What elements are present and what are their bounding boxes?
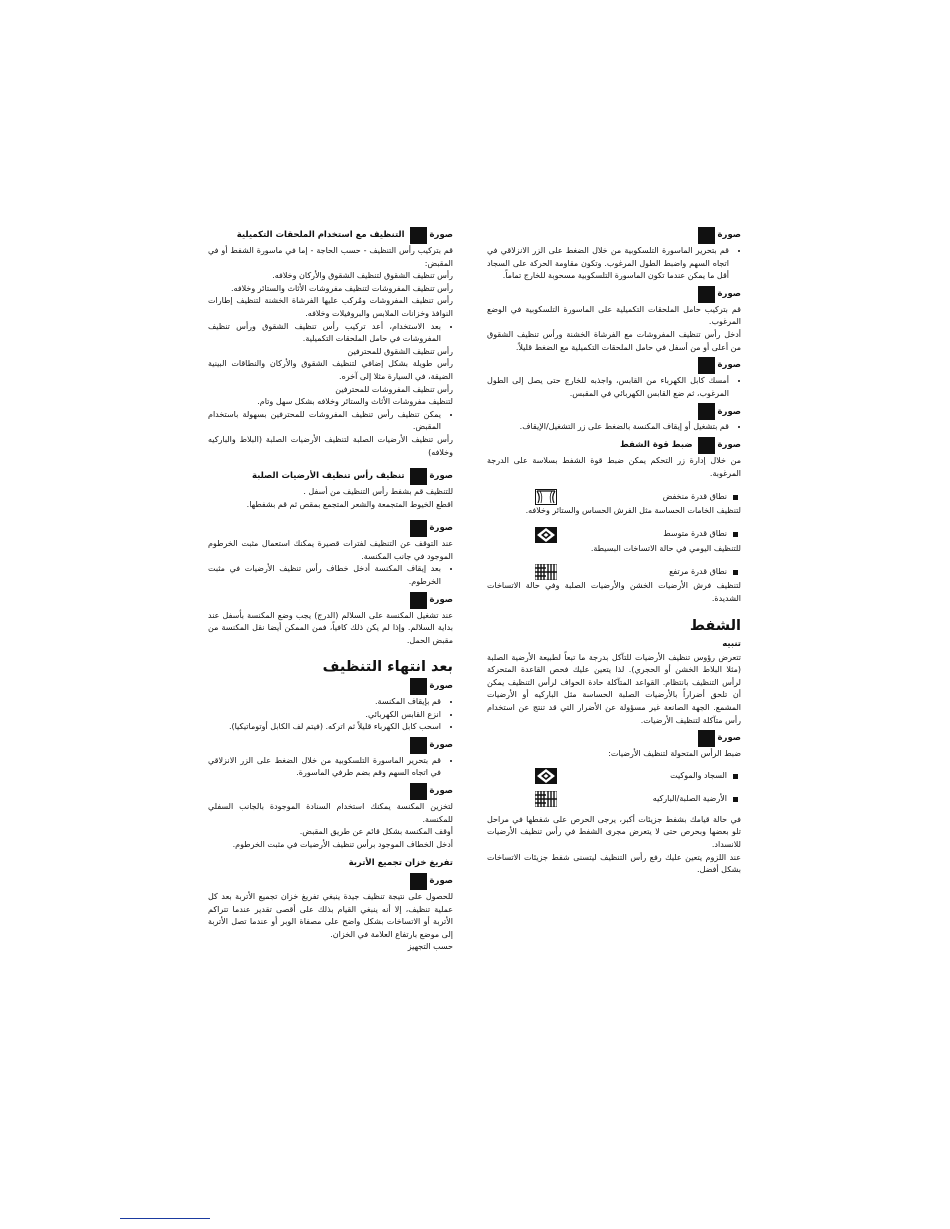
paragraph: اقطع الخيوط المتجمعة والشعر المتجمع بمقص ثم قم بشفطها. <box>246 499 453 509</box>
bullet-list <box>487 245 741 283</box>
paragraph: للتنظيف اليومي في حالة الاتساخات البسيطة. <box>590 543 741 553</box>
list-item: • قم بتحرير الماسورة التلسكوبية من خلال الضغط على الزر الانزلاقي في اتجاه السهم واضبط الطول المرغوب. وتكون مقاومة الحركة على السجاد أقل ما يمكن عندما تكون الماسورة التلسكوبية مسحوبة للخارج تماماً. <box>487 245 729 283</box>
paragraph: عند اللزوم يتعين عليك رفع رأس التنظيف ليتسنى شفط جزيئات الاتساخات بشكل أفضل. <box>487 852 741 875</box>
figure-label: صورة <box>208 873 453 890</box>
bullet-list <box>208 409 453 434</box>
figure-number-box <box>410 873 427 890</box>
figure-label: صورة <box>208 737 453 754</box>
figure-number-box <box>698 437 715 454</box>
figure-number-box <box>698 730 715 747</box>
paragraph: لتنظيف مفروشات الأثاث والستائر وخلافه بشكل سهل وتام. <box>257 397 453 407</box>
mode-label: نطاق قدرة مرتفع <box>669 566 741 579</box>
surface-hard-floor <box>487 791 741 807</box>
list-item: • يمكن تنظيف رأس تنظيف المفروشات للمحترفين بسهولة باستخدام المقبض. <box>208 409 441 434</box>
figure-label: صورة <box>208 783 453 800</box>
figure-caption: التنظيف مع استخدام الملحقات التكميلية <box>236 230 405 241</box>
paragraph: رأس تنظيف الشقوق للمحترفين <box>347 346 453 356</box>
paragraph: لتنظيف الخامات الحساسة مثل الفرش الحساس والستائر وخلافه. <box>525 506 741 516</box>
footnote: حسب التجهيز <box>407 942 453 952</box>
carpet-pattern-icon <box>535 768 557 784</box>
figure-label: صورة <box>208 678 453 695</box>
curtain-icon <box>535 489 557 505</box>
bullet-list <box>208 563 453 588</box>
list-item: • بعد الاستخدام، أعد تركيب رأس تنظيف الشقوق ورأس تنظيف المفروشات في حامل الملحقات التكميلية. <box>208 321 441 346</box>
figure-label: صورة <box>487 403 741 420</box>
paragraph: في حالة قيامك بشفط جزيئات أكبر، يرجى الحرص على شفطها في مراحل تلو بعضها وبحرص حتى لا يتعرض مجرى الشفط في رأس تنظيف الأرضيات للانسداد. <box>487 814 741 850</box>
figure-caption: تنظيف رأس تنظيف الأرضيات الصلبة <box>251 471 405 482</box>
power-mode-low <box>487 489 741 505</box>
footnote-rule <box>120 1218 210 1219</box>
figure-number-box <box>410 468 427 485</box>
paragraph: تتعرض رؤوس تنظيف الأرضيات للتآكل بدرجة ما تبعاً لطبيعة الأرضية الصلبة (مثلا البلاط الخشن أو الحجري). لذا يتعين عليك فحص القاعدة المتحركة لرأس التنظيف بانتظام. القواعد المتآكلة حادة الحواف لرأس التنظيف يمكن أن تلحق أضراراً بالأرضيات الصلبة الحساسة مثل الباركيه أو الأرضيات المشمع. الجهة الصانعة غير مسؤولة عن الأضرار التي قد تنتج عن استخدام رأس متآكلة لتنظيف الأرضيات. <box>487 652 741 725</box>
paragraph: أدخل الخطاف الموجود برأس تنظيف الأرضيات في مثبت الخرطوم. <box>232 839 453 849</box>
paragraph: لتخزين المكنسة يمكنك استخدام السنادة الموجودة بالجانب السفلي للمكنسة. <box>208 802 453 824</box>
paragraph: رأس تنظيف المفروشات ومُركب عليها الفرشاة الخشنة لتنظيف إطارات النوافذ وخزانات الملابس والبروفيلات وخلافه. <box>208 296 453 318</box>
figure-label: صورة <box>208 520 453 537</box>
list-item: • انزع القابس الكهربائي. <box>208 709 441 722</box>
figure-number-box <box>410 520 427 537</box>
power-mode-high <box>487 564 741 580</box>
list-item: • أمسك كابل الكهرباء من القابس، واجذبه للخارج حتى يصل إلى الطول المرغوب، ثم ضع القابس الكهربائي في المقبس. <box>487 375 729 400</box>
figure-number-box <box>410 678 427 695</box>
bullet-list <box>208 755 453 780</box>
figure-label: صورة التنظيف مع استخدام الملحقات التكميلية <box>208 227 453 244</box>
paragraph: رأس تنظيف المفروشات للمحترفين <box>335 384 453 394</box>
figure-label: صورة <box>487 286 741 303</box>
paragraph: لتنظيف فرش الأرضيات الخشن والأرضيات الصلبة وفي حالة الاتساخات الشديدة. <box>487 581 741 603</box>
figure-number-box <box>410 783 427 800</box>
paragraph: أدخل رأس تنظيف المفروشات مع الفرشاة الخشنة ورأس تنظيف الشقوق من أعلى أو من أسفل في حامل الملحقات التكميلية مع الضغط قليلاً. <box>487 329 741 352</box>
list-item: • بعد إيقاف المكنسة أدخل خطاف رأس تنظيف الأرضيات في مثبت الخرطوم. <box>208 563 441 588</box>
figure-label: صورة ضبط قوة الشفط <box>487 437 741 454</box>
surface-carpet <box>487 768 741 784</box>
surface-label: الأرضية الصلبة/الباركيه <box>653 793 741 806</box>
figure-number-box <box>410 592 427 609</box>
paragraph: عند تشغيل المكنسة على السلالم (الدرج) يجب وضع المكنسة بأسفل عند بداية السلالم. وإذا لم يكن ذلك كافياً، فمن الممكن أيضا نقل المكنسة من مقبض الحمل. <box>208 610 453 645</box>
right-column <box>487 224 741 877</box>
bullet-list <box>208 696 453 734</box>
list-item: • قم بتشغيل أو إيقاف المكنسة بالضغط على زر التشغيل/الإيقاف. <box>487 421 729 434</box>
figure-label: صورة تنظيف رأس تنظيف الأرضيات الصلبة <box>208 468 453 485</box>
section-heading: بعد انتهاء التنظيف <box>322 659 453 676</box>
figure-number-box <box>698 357 715 374</box>
figure-number-box <box>410 227 427 244</box>
paragraph: رأس تنظيف المفروشات لتنظيف مفروشات الأثاث والستائر وخلافه. <box>230 283 453 293</box>
carpet-pattern-icon <box>535 527 557 543</box>
bullet-list <box>487 375 741 400</box>
paragraph: عند التوقف عن التنظيف لفترات قصيرة يمكنك استعمال مثبت الخرطوم الموجود في جانب المكنسة. <box>208 539 453 561</box>
paragraph: رأس تنظيف الشقوق لتنظيف الشقوق والأركان وخلافه. <box>272 271 453 281</box>
list-item: • قم بتحرير الماسورة التلسكوبية من خلال الضغط على الزر الانزلاقي في اتجاه السهم وقم بضم طرفي الماسورة. <box>208 755 441 780</box>
bullet-list <box>487 421 741 434</box>
paragraph: رأس تنظيف الأرضيات الصلبة لتنظيف الأرضيات الصلبة (البلاط والباركيه وخلافه) <box>208 434 453 457</box>
mode-label: نطاق قدرة متوسط <box>663 528 741 541</box>
paragraph: رأس طويلة بشكل إضافي لتنظيف الشقوق والأركان والنطاقات البينية الضيقة، في السيارة مثلا إلى آخره. <box>208 359 453 381</box>
figure-label: صورة <box>487 357 741 374</box>
paragraph: قم بتركيب حامل الملحقات التكميلية على الماسورة التلسكوبية في الوضع المرغوب. <box>487 304 741 327</box>
power-mode-medium <box>487 527 741 543</box>
subsection-heading: تفريغ خزان تجميع الأتربة <box>348 858 453 869</box>
figure-label: صورة <box>487 730 741 747</box>
bullet-list <box>208 321 453 346</box>
figure-number-box <box>698 286 715 303</box>
list-item: • اسحب كابل الكهرباء قليلاً ثم اتركه. (فيتم لف الكابل أوتوماتيكيا). <box>208 721 441 734</box>
note-heading: تنبيه <box>722 639 741 650</box>
figure-number-box <box>698 403 715 420</box>
figure-caption: ضبط قوة الشفط <box>619 440 693 451</box>
paragraph: للحصول على نتيجة تنظيف جيدة ينبغي تفريغ خزان تجميع الأتربة بعد كل عملية تنظيف، إلا أنه ينبغي القيام بذلك على أقصى تقدير عندما تتراكم الأتربة أو الاتساخات بشكل واضح على مصفاة الوبر أو عندما تصل الأتربة إلى موضع بارتفاع العلامة في الخزان. <box>208 891 453 939</box>
paragraph: من خلال إدارة زر التحكم يمكن ضبط قوة الشفط بسلاسة على الدرجة المرغوبة. <box>487 455 741 478</box>
surface-label: السجاد والموكيت <box>670 770 741 783</box>
figure-number-box <box>698 227 715 244</box>
figure-label: صورة <box>208 592 453 609</box>
list-item: • قم بإيقاف المكنسة. <box>208 696 441 709</box>
paragraph: أوقف المكنسة بشكل قائم عن طريق المقبض. <box>299 827 453 837</box>
parquet-icon <box>535 564 557 580</box>
parquet-icon <box>535 791 557 807</box>
mode-label: نطاق قدرة منخفض <box>663 491 741 504</box>
paragraph: ضبط الرأس المتحولة لتنظيف الأرضيات: <box>608 749 741 759</box>
paragraph: للتنظيف قم بشفط رأس التنظيف من أسفل . <box>303 487 453 497</box>
paragraph: قم بتركيب رأس التنظيف - حسب الحاجة - إما في ماسورة الشفط أو في المقبض: <box>208 246 453 268</box>
figure-label: صورة <box>487 227 741 244</box>
section-heading: الشفط <box>689 617 741 634</box>
left-column <box>208 224 453 954</box>
figure-number-box <box>410 737 427 754</box>
